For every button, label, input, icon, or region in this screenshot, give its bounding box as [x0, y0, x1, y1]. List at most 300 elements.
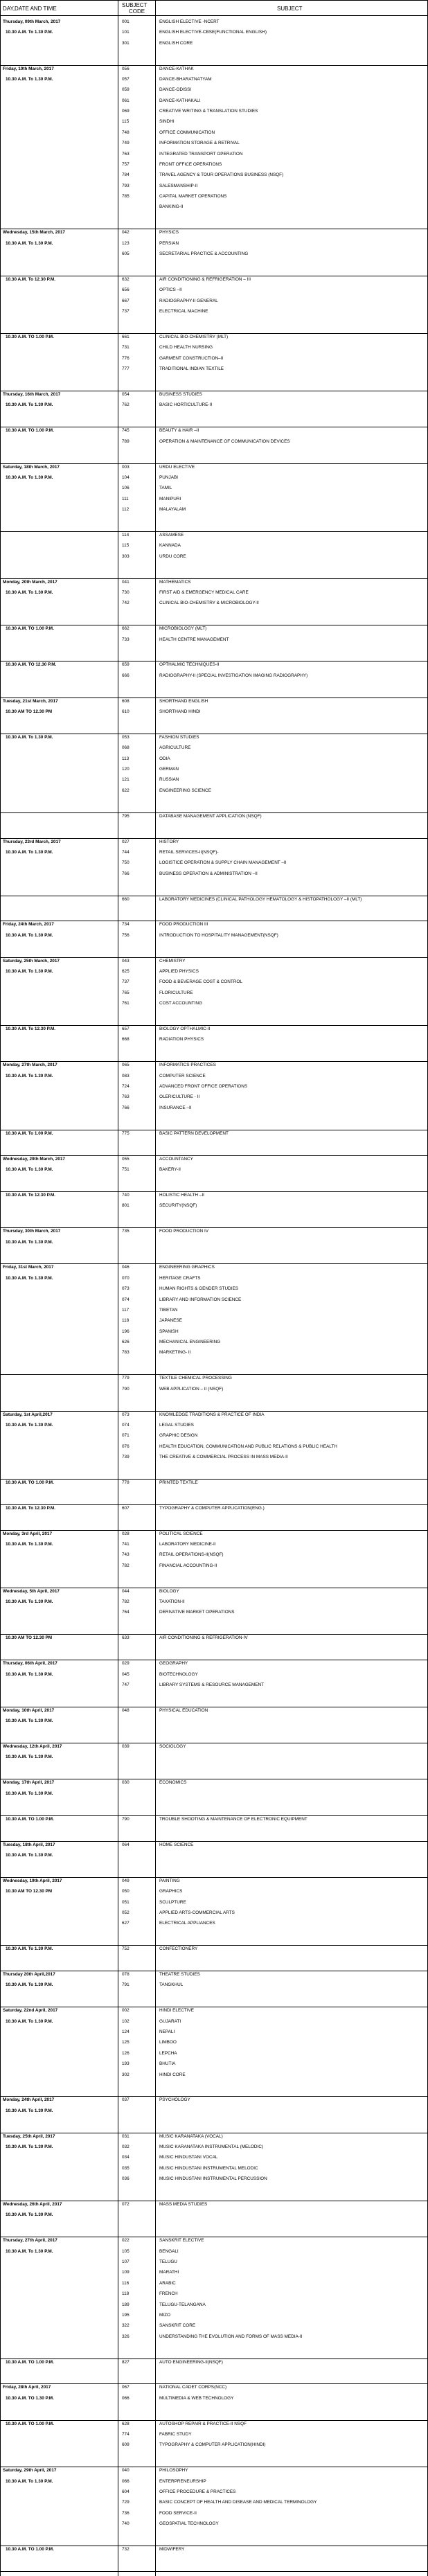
exam-date: Tuesday, 18th April, 2017 — [3, 1842, 55, 1847]
subject-name: DATABASE MANAGEMENT APPLICATION (NSQF) — [159, 813, 262, 819]
row-rule — [0, 1227, 428, 1228]
subject-code: 074 — [122, 1297, 130, 1302]
subject-name: WEB APPLICATION – II (NSQF) — [159, 1386, 224, 1392]
subject-name: BIOTECHNOLOGY — [159, 1671, 198, 1677]
subject-code: 776 — [122, 355, 130, 361]
exam-date: Wednesday, 26th April, 2017 — [3, 2202, 62, 2208]
exam-time: 10.30 A.M. To 1.30 P.M. — [6, 969, 53, 975]
subject-code: 731 — [122, 345, 130, 350]
subject-name: KANNADA — [159, 543, 181, 549]
subject-code: 055 — [122, 1156, 130, 1162]
subject-code: 116 — [122, 2280, 130, 2286]
subject-code: 104 — [122, 474, 130, 480]
subject-code: 044 — [122, 1588, 130, 1594]
subject-name: RUSSIAN — [159, 777, 179, 783]
exam-date: Wednesday, 29th March, 2017 — [3, 1156, 65, 1162]
subject-name: MECHANICAL ENGINEERING — [159, 1340, 221, 1345]
subject-code: 050 — [122, 1889, 130, 1894]
subject-code: 757 — [122, 161, 130, 167]
subject-code: 659 — [122, 662, 130, 668]
subject-code: 113 — [122, 756, 130, 761]
subject-code: 741 — [122, 1542, 130, 1547]
subject-code: 071 — [122, 1433, 130, 1439]
subject-name: DANCE-ODISSI — [159, 87, 192, 93]
subject-name: GUJARATI — [159, 2018, 181, 2024]
exam-date: Saturday, 29th April, 2017 — [3, 2468, 57, 2473]
exam-time: 10.30 AM TO 12.30 PM — [6, 1635, 53, 1641]
exam-date: Tuesday, 25th April, 2017 — [3, 2133, 55, 2139]
subject-code: 750 — [122, 860, 130, 866]
subject-code: 117 — [122, 1307, 130, 1313]
subject-code: 789 — [122, 438, 130, 444]
row-rule — [0, 1025, 428, 1026]
subject-code: 744 — [122, 849, 130, 855]
subject-code: 793 — [122, 183, 130, 188]
subject-code: 066 — [122, 2478, 130, 2484]
subject-code: 737 — [122, 979, 130, 985]
subject-name: TRADITIONAL INDIAN TEXTILE — [159, 366, 224, 372]
table-border-left — [0, 0, 1, 2576]
row-rule — [0, 1945, 428, 1946]
subject-name: BASIC CONCEPT OF HEALTH AND DISEASE AND MEDICAL TERMINOLOGY — [159, 2500, 317, 2505]
row-rule — [0, 1530, 428, 1531]
subject-name: CLINICAL BIO-CHEMISTRY (MLT) — [159, 334, 229, 339]
subject-name: CREATIVE WRITING & TRANSLATION STUDIES — [159, 109, 258, 114]
subject-name: INTRODUCTION TO HOSPITALITY MANAGEMENT(NSQF) — [159, 932, 278, 938]
subject-name: HINDI ELECTIVE — [159, 2008, 195, 2014]
subject-code: 762 — [122, 402, 130, 408]
subject-code: 801 — [122, 1203, 130, 1209]
subject-name: HISTORY — [159, 839, 179, 844]
subject-code: 073 — [122, 1412, 130, 1417]
subject-code: 045 — [122, 1671, 130, 1677]
subject-code: 124 — [122, 2029, 130, 2035]
subject-code: 037 — [122, 2097, 130, 2103]
row-rule — [0, 1191, 428, 1192]
subject-code: 326 — [122, 2334, 130, 2339]
exam-time: 10.30 A.M. To 1.30 P.M. — [6, 474, 53, 480]
subject-name: RADIOGRAPHY-II GENERAL — [159, 298, 218, 303]
subject-name: SALESMANSHIP-II — [159, 183, 198, 188]
exam-time: 10.30 A.M. To 1.30 P.M. — [6, 1167, 53, 1172]
subject-name: SANSKRIT CORE — [159, 2323, 196, 2329]
exam-date: Friday, 31st March, 2017 — [3, 1265, 54, 1270]
subject-name: GARMENT CONSTRUCTION–II — [159, 355, 224, 361]
row-rule — [0, 1155, 428, 1156]
subject-name: ENTERPRENEURSHIP — [159, 2478, 206, 2484]
exam-date: Thursday, 06th April, 2017 — [3, 1661, 57, 1667]
subject-name: SHORTHAND HINDI — [159, 709, 201, 715]
exam-time: 10.30 A.M. To 1.30 P.M. — [6, 77, 53, 82]
exam-date: Monday, 17th April, 2017 — [3, 1780, 55, 1786]
subject-name: FOOD PRODUCTION III — [159, 922, 208, 927]
subject-code: 067 — [122, 2385, 130, 2390]
subject-name: CHEMISTRY — [159, 958, 186, 963]
header-bottom-rule — [0, 15, 428, 16]
subject-code: 724 — [122, 1084, 130, 1090]
subject-name: ENGLISH ELECTIVE -NCERT — [159, 19, 220, 24]
exam-time: 10.30 A.M. To 1.30 P.M. — [6, 1791, 53, 1796]
subject-code: 761 — [122, 1001, 130, 1006]
row-rule — [0, 463, 428, 464]
exam-time: 10.30 A.M. To 1.30 P.M. — [6, 2248, 53, 2254]
subject-name: FOOD PRODUCTION IV — [159, 1229, 209, 1234]
subject-code: 774 — [122, 2432, 130, 2437]
exam-date: Thursday, 27th April, 2017 — [3, 2238, 57, 2244]
subject-name: BANKING-II — [159, 204, 184, 210]
subject-code: 660 — [122, 896, 130, 902]
subject-code: 782 — [122, 1563, 130, 1568]
subject-name: MARKETING- II — [159, 1350, 191, 1356]
exam-date: Monday, 10th April, 2017 — [3, 1707, 55, 1713]
subject-name: BASIC PATTERN DEVELOPMENT — [159, 1130, 229, 1136]
subject-name: MUSIC HINDUSTANI VOCAL — [159, 2155, 218, 2160]
subject-name: FASHION STUDIES — [159, 734, 199, 740]
subject-name: TYPOGRAPHY & COMPUTER APPLICATION(ENG.) — [159, 1505, 265, 1511]
subject-name: MIDWIFERY — [159, 2547, 185, 2552]
subject-name: INSURANCE –II — [159, 1105, 192, 1110]
column-header-day-date-time: DAY,DATE AND TIME — [3, 6, 57, 12]
subject-name: AIR CONDITIONING & REFRIGERATION-IV — [159, 1635, 248, 1641]
subject-name: TAXATION-II — [159, 1599, 185, 1605]
exam-date: Saturday, 22nd April, 2017 — [3, 2008, 58, 2014]
subject-name: SCULPTURE — [159, 1899, 186, 1905]
subject-code: 111 — [122, 496, 129, 501]
exam-time: 10.30 A.M. TO 1.00 P.M. — [6, 1816, 54, 1822]
exam-time: 10.30 A.M. TO 1.00 P.M. — [6, 428, 54, 434]
row-rule — [0, 1374, 428, 1375]
subject-name: FLORICULTURE — [159, 990, 193, 995]
column-divider-subject — [155, 0, 156, 2576]
subject-name: HUMAN RIGHTS & GENDER STUDIES — [159, 1286, 238, 1292]
subject-code: 766 — [122, 1105, 130, 1110]
subject-code: 627 — [122, 1921, 130, 1926]
subject-name: DANCE-KATHAKALI — [159, 98, 201, 103]
subject-name: POLITICAL SCIENCE — [159, 1531, 203, 1536]
subject-name: LEPCHA — [159, 2050, 177, 2056]
subject-name: MANIPURI — [159, 496, 181, 501]
subject-code: 123 — [122, 240, 130, 246]
subject-code: 742 — [122, 601, 130, 606]
subject-code: 632 — [122, 276, 130, 282]
subject-name: MASS MEDIA STUDIES — [159, 2202, 208, 2208]
exam-time: 10.30 A.M. To 1.30 P.M. — [6, 1852, 53, 1858]
subject-name: BUSINESS STUDIES — [159, 391, 202, 397]
row-rule — [0, 2420, 428, 2421]
subject-code: 109 — [122, 2270, 130, 2275]
subject-name: OLERICULTURE - II — [159, 1094, 200, 1100]
row-rule — [0, 65, 428, 66]
subject-name: PUNJABI — [159, 474, 178, 480]
exam-date: Thursday, 09th March, 2017 — [3, 19, 61, 24]
subject-code: 115 — [122, 119, 130, 125]
subject-code: 752 — [122, 1946, 130, 1952]
subject-code: 125 — [122, 2040, 130, 2045]
subject-name: FOOD & BEVERAGE COST & CONTROL — [159, 979, 242, 985]
subject-name: BUSINESS OPERATION & ADMINISTRATION –II — [159, 871, 258, 876]
exam-time: 10.30 A.M. To 1.30 P.M. — [6, 849, 53, 855]
exam-time: 10.30 A.M. To 12.30 P.M. — [6, 1505, 55, 1511]
subject-code: 628 — [122, 2421, 130, 2426]
subject-name: BAKERY-II — [159, 1167, 181, 1172]
exam-date: Friday, 10th March, 2017 — [3, 66, 54, 71]
subject-name: APPLIED PHYSICS — [159, 969, 199, 975]
subject-name: FRENCH — [159, 2291, 178, 2297]
subject-name: NATIONAL CADET CORPS(NCC) — [159, 2385, 227, 2390]
exam-time: 10.30 A.M. To 1.30 P.M. — [6, 240, 53, 246]
subject-code: 043 — [122, 958, 130, 963]
subject-name: NEPALI — [159, 2029, 175, 2035]
subject-code: 120 — [122, 767, 130, 772]
exam-time: 10.30 A.M. To 1.30 P.M. — [6, 1718, 53, 1724]
subject-code: 040 — [122, 2468, 130, 2473]
exam-date: Thursday, 30th March, 2017 — [3, 1229, 61, 1234]
subject-name: PRINTED TEXTILE — [159, 1480, 198, 1485]
subject-name: INFORMATICS PRACTICES — [159, 1063, 216, 1068]
subject-code: 031 — [122, 2133, 130, 2139]
row-rule — [0, 1841, 428, 1842]
subject-name: HINDI CORE — [159, 2072, 186, 2077]
subject-code: 118 — [122, 2291, 130, 2297]
exam-date: Wednesday, 12th April, 2017 — [3, 1744, 62, 1750]
subject-code: 749 — [122, 141, 130, 146]
row-rule — [0, 531, 428, 532]
subject-code: 734 — [122, 922, 130, 927]
subject-code: 626 — [122, 1340, 130, 1345]
exam-time: 10.30 A.M. To 1.30 P.M. — [6, 2212, 53, 2218]
subject-name: OFFICE COMMUNICATION — [159, 130, 215, 135]
subject-code: 032 — [122, 2144, 130, 2150]
exam-time: 10.30 AM TO 12.30 PM — [6, 1889, 53, 1894]
subject-name: SECRETARIAL PRACTICE & ACCOUNTING — [159, 251, 249, 257]
subject-name: BHUTIA — [159, 2061, 176, 2067]
subject-name: AUTOSHOP REPAIR & PRACTICE-II NSQF — [159, 2421, 247, 2426]
row-rule — [0, 1504, 428, 1505]
subject-name: FINANCIAL ACCOUNTING-II — [159, 1563, 217, 1568]
subject-name: CAPITAL MARKET OPERATIONS — [159, 194, 227, 199]
row-rule — [0, 1877, 428, 1878]
subject-code: 102 — [122, 2018, 130, 2024]
exam-date: Thursday, 23rd March, 2017 — [3, 839, 61, 844]
subject-name: MALAYALAM — [159, 506, 186, 512]
exam-date: Thursday 20th April,2017 — [3, 1972, 55, 1978]
subject-name: PERSIAN — [159, 240, 179, 246]
subject-name: SANSKRIT ELECTIVE — [159, 2238, 204, 2244]
subject-name: DANCE-KATHAK — [159, 66, 194, 71]
subject-code: 039 — [122, 1744, 130, 1750]
subject-name: DANCE-BHARATNATYAM — [159, 77, 212, 82]
subject-code: 625 — [122, 969, 130, 975]
subject-code: 662 — [122, 626, 130, 632]
subject-code: 763 — [122, 1094, 130, 1100]
subject-name: GEOSPATIAL TECHNOLOGY — [159, 2521, 219, 2527]
exam-time: 10.30 A.M. To 1.30 P.M. — [6, 2144, 53, 2150]
exam-time: 10.30 A.M. To 1.30 P.M. — [6, 1755, 53, 1760]
subject-name: HEALTH EDUCATION, COMMUNICATION AND PUBLIC RELATIONS & PUBLIC HEALTH — [159, 1444, 337, 1449]
subject-code: 036 — [122, 2176, 130, 2182]
subject-code: 782 — [122, 1599, 130, 1605]
subject-code: 740 — [122, 2521, 130, 2527]
subject-name: PHYSICAL EDUCATION — [159, 1707, 208, 1713]
subject-name: PHYSICS — [159, 230, 179, 236]
subject-name: TELUGU-TELANGANA — [159, 2302, 206, 2307]
subject-name: LEGAL STUDIES — [159, 1422, 194, 1428]
subject-code: 106 — [122, 486, 130, 491]
subject-code: 054 — [122, 391, 130, 397]
subject-name: RADIATION PHYSICS — [159, 1037, 204, 1042]
exam-date: Saturday, 1st April,2017 — [3, 1412, 53, 1417]
subject-code: 126 — [122, 2050, 130, 2056]
subject-code: 765 — [122, 990, 130, 995]
subject-name: HERITAGE CRAFTS — [159, 1275, 201, 1281]
subject-name: BIOLOGY — [159, 1588, 179, 1594]
subject-code: 779 — [122, 1376, 130, 1381]
subject-name: CLINICAL BIO-CHEMISTRY & MICROBIOLOGY-II — [159, 601, 259, 606]
subject-code: 101 — [122, 30, 130, 35]
exam-time: 10.30 A.M. TO 1.00 P.M. — [6, 334, 54, 339]
subject-code: 736 — [122, 2510, 130, 2516]
subject-name: LIBRARY SYSTEMS & RESOURCE MANAGEMENT — [159, 1682, 265, 1687]
subject-name: TRAVEL AGENCY & TOUR OPERATIONS BUSINESS (NSQF) — [159, 172, 284, 178]
subject-code: 115 — [122, 543, 130, 549]
subject-code: 022 — [122, 2238, 130, 2244]
subject-name: MUSIC KARANATAKA (VOCAL) — [159, 2133, 223, 2139]
subject-name: UNDERSTANDING THE EVOLUTION AND FORMS OF MASS MEDIA-II — [159, 2334, 303, 2339]
subject-name: DERIVATIVE MARKET OPERATIONS — [159, 1610, 235, 1615]
exam-time: 10.30 A.M. To 1.30 P.M. — [6, 402, 53, 408]
subject-code: 827 — [122, 2359, 130, 2365]
subject-code: 730 — [122, 589, 130, 595]
subject-code: 302 — [122, 2072, 130, 2077]
subject-code: 729 — [122, 2500, 130, 2505]
subject-code: 609 — [122, 2442, 130, 2448]
subject-name: TELUGU — [159, 2259, 177, 2265]
subject-name: TAMIL — [159, 486, 172, 491]
subject-code: 073 — [122, 1286, 130, 1292]
subject-code: 778 — [122, 1480, 130, 1485]
subject-code: 668 — [122, 1037, 130, 1042]
subject-code: 303 — [122, 553, 130, 559]
subject-name: OFFICE PROCEDURE & PRACTICES — [159, 2489, 236, 2495]
subject-code: 735 — [122, 1229, 130, 1234]
row-rule — [0, 1263, 428, 1264]
exam-date: Monday, 20th March, 2017 — [3, 579, 57, 585]
subject-name: ADVANCED FRONT OFFICE OPERATIONS — [159, 1084, 248, 1090]
subject-code: 046 — [122, 1265, 130, 1270]
row-rule — [0, 1411, 428, 1412]
subject-code: 657 — [122, 1027, 130, 1032]
column-header-subject-code-line1: SUBJECT — [122, 2, 148, 8]
subject-code: 764 — [122, 1610, 130, 1615]
subject-name: ELECTRICAL MACHINE — [159, 309, 208, 314]
subject-code: 068 — [122, 745, 130, 751]
row-rule — [0, 1634, 428, 1635]
subject-code: 001 — [122, 19, 130, 24]
subject-name: HOLISTIC HEALTH –II — [159, 1192, 204, 1198]
subject-name: ENGINEERING GRAPHICS — [159, 1265, 215, 1270]
subject-code: 193 — [122, 2061, 130, 2067]
subject-name: LIBRARY AND INFORMATION SCIENCE — [159, 1297, 242, 1302]
subject-code: 756 — [122, 932, 130, 938]
subject-code: 027 — [122, 839, 130, 844]
subject-code: 029 — [122, 1661, 130, 1667]
subject-code: 743 — [122, 1552, 130, 1558]
subject-code: 049 — [122, 1878, 130, 1883]
subject-name: SINDHI — [159, 119, 175, 125]
exam-time: 10.30 A.M. TO 1.00 P.M. — [6, 1480, 54, 1485]
subject-code: 608 — [122, 698, 130, 704]
subject-code: 607 — [122, 1505, 130, 1511]
subject-name: CHILD HEALTH NURSING — [159, 345, 213, 350]
exam-time: 10.30 A.M. To 1.30 P.M. — [6, 1275, 53, 1281]
subject-name: OPERATION & MAINTENANCE OF COMMUNICATION DEVICES — [159, 438, 290, 444]
subject-name: GRAPHICS — [159, 1889, 183, 1894]
exam-time: 10.30 A.M. To 12.30 P.M. — [6, 1192, 55, 1198]
subject-name: ENGLISH ELECTIVE-CBSE(FUNCTIONAL ENGLISH) — [159, 30, 267, 35]
subject-code: 002 — [122, 2008, 130, 2014]
exam-time: 10.30 A.M. TO 1.00 P.M. — [6, 2359, 54, 2365]
subject-name: FOOD SERVICE-II — [159, 2510, 197, 2516]
subject-name: SHORTHAND ENGLISH — [159, 698, 208, 704]
subject-code: 065 — [122, 1063, 130, 1068]
subject-code: 121 — [122, 777, 130, 783]
subject-code: 083 — [122, 1073, 130, 1078]
subject-code: 790 — [122, 1386, 130, 1392]
subject-code: 118 — [122, 1318, 130, 1324]
exam-time: 10.30 A.M. To 1.30 P.M. — [6, 30, 53, 35]
subject-name: AUTO ENGINEERING-II(NSQF) — [159, 2359, 223, 2365]
exam-date: Wednesday, 15th March, 2017 — [3, 230, 65, 236]
exam-date: Tuesday, 21st March, 2017 — [3, 698, 58, 704]
row-rule — [0, 2383, 428, 2384]
subject-name: AGRICULTURE — [159, 745, 191, 751]
exam-time: 10.30 A.M. TO 1.00 P.M. — [6, 2547, 54, 2552]
subject-name: URDU CORE — [159, 553, 186, 559]
subject-name: SOCIOLOGY — [159, 1744, 186, 1750]
subject-name: GEOGRAPHY — [159, 1661, 188, 1667]
row-rule — [0, 812, 428, 813]
exam-date: Friday, 24th March, 2017 — [3, 922, 54, 927]
subject-code: 605 — [122, 251, 130, 257]
exam-date: Monday, 24th April, 2017 — [3, 2097, 55, 2103]
subject-name: ODIA — [159, 756, 170, 761]
exam-time: 10.30 A.M. To 1.30 P.M. — [6, 1671, 53, 1677]
subject-code: 301 — [122, 40, 130, 46]
exam-time: 10.30 A.M. TO 1.30 P.M. — [6, 2395, 54, 2401]
subject-code: 747 — [122, 1682, 130, 1687]
subject-code: 667 — [122, 298, 130, 303]
subject-name: THEATRE STUDIES — [159, 1972, 200, 1978]
subject-code: 766 — [122, 871, 130, 876]
subject-code: 739 — [122, 1455, 130, 1460]
exam-date: Wednesday, 5th April, 2017 — [3, 1588, 60, 1594]
exam-time: 10.30 A.M. To 1.30 P.M. — [6, 1422, 53, 1428]
subject-code: 656 — [122, 287, 130, 293]
subject-code: 042 — [122, 230, 130, 236]
exam-time: 10.30 A.M. To 1.30 P.M. — [6, 1599, 53, 1605]
subject-code: 784 — [122, 172, 130, 178]
subject-name: OPTHALMIC TECHNIQUES-II — [159, 662, 220, 668]
subject-name: SECURITY(NSQF) — [159, 1203, 197, 1209]
subject-code: 196 — [122, 1329, 130, 1334]
row-rule — [0, 1815, 428, 1816]
subject-code: 072 — [122, 2202, 130, 2208]
subject-name: RETAIL SERVICES-II(NSQF)- — [159, 849, 219, 855]
subject-name: TANGKHUL — [159, 1982, 184, 1988]
subject-code: 052 — [122, 1910, 130, 1915]
subject-name: GERMAN — [159, 767, 179, 772]
exam-time: 10.30 A.M. To 1.30 P.M. — [6, 2478, 53, 2484]
